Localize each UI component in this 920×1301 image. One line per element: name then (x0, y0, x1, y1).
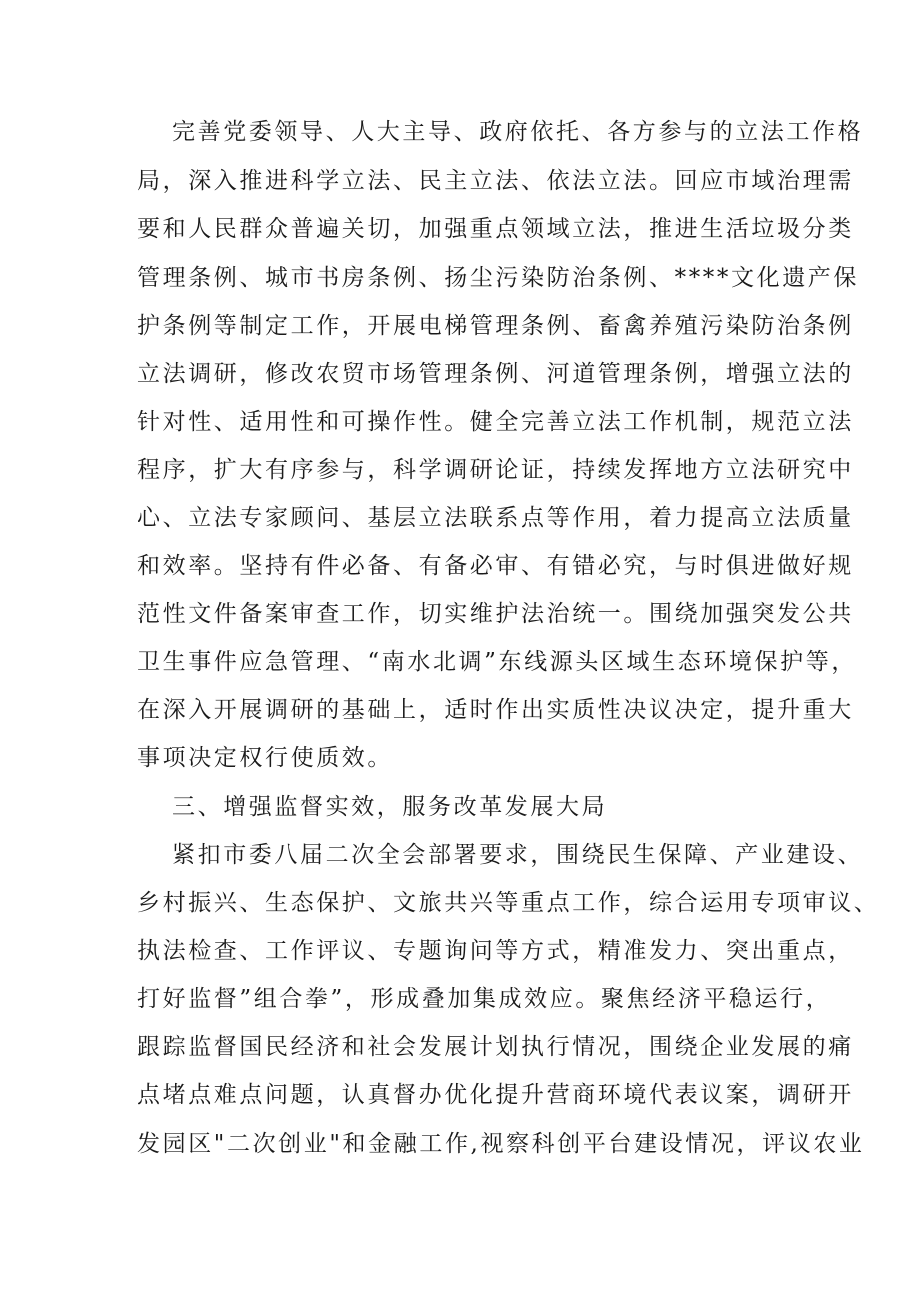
section-heading: 三、增强监督实效，服务改革发展大局 (172, 794, 608, 820)
paragraph-line: 要和人民群众普遍关切，加强重点领域立法，推进生活垃圾分类 (137, 216, 854, 242)
paragraph-line: 事项决定权行使质效。 (137, 745, 393, 771)
paragraph-line: 管理条例、城市书房条例、扬尘污染防治条例、****文化遗产保 (137, 265, 859, 291)
paragraph-line: 执法检查、工作评议、专题询问等方式，精准发力、突出重点， (137, 938, 854, 964)
paragraph-line: 跟踪监督国民经济和社会发展计划执行情况，围绕企业发展的痛 (137, 1034, 854, 1060)
paragraph-line: 立法调研，修改农贸市场管理条例、河道管理条例，增强立法的 (137, 361, 854, 387)
paragraph-line: 局，深入推进科学立法、民主立法、依法立法。回应市域治理需 (137, 168, 854, 194)
paragraph-line: 和效率。坚持有件必备、有备必审、有错必究，与时俱进做好规 (137, 553, 854, 579)
paragraph-line: 针对性、适用性和可操作性。健全完善立法工作机制，规范立法 (137, 409, 854, 435)
paragraph-line: 紧扣市委八届二次全会部署要求，围绕民生保障、产业建设、 (172, 842, 864, 868)
paragraph-line: 程序，扩大有序参与，科学调研论证，持续发挥地方立法研究中 (137, 457, 854, 483)
paragraph-line: 在深入开展调研的基础上，适时作出实质性决议决定，提升重大 (137, 697, 854, 723)
paragraph-line: 完善党委领导、人大主导、政府依托、各方参与的立法工作格 (172, 119, 864, 145)
paragraph-line: 护条例等制定工作，开展电梯管理条例、畜禽养殖污染防治条例 (137, 313, 854, 339)
paragraph-line: 打好监督”组合拳”，形成叠加集成效应。聚焦经济平稳运行， (137, 986, 832, 1012)
paragraph-line: 范性文件备案审查工作，切实维护法治统一。围绕加强突发公共 (137, 601, 854, 627)
paragraph-line: 发园区"二次创业"和金融工作,视察科创平台建设情况，评议农业 (137, 1131, 865, 1157)
paragraph-line: 点堵点难点问题，认真督办优化提升营商环境代表议案，调研开 (137, 1082, 854, 1108)
paragraph-line: 卫生事件应急管理、“南水北调”东线源头区域生态环境保护等， (137, 649, 857, 675)
paragraph-line: 心、立法专家顾问、基层立法联系点等作用，着力提高立法质量 (137, 505, 854, 531)
paragraph-line: 乡村振兴、生态保护、文旅共兴等重点工作，综合运用专项审议、 (137, 890, 880, 916)
